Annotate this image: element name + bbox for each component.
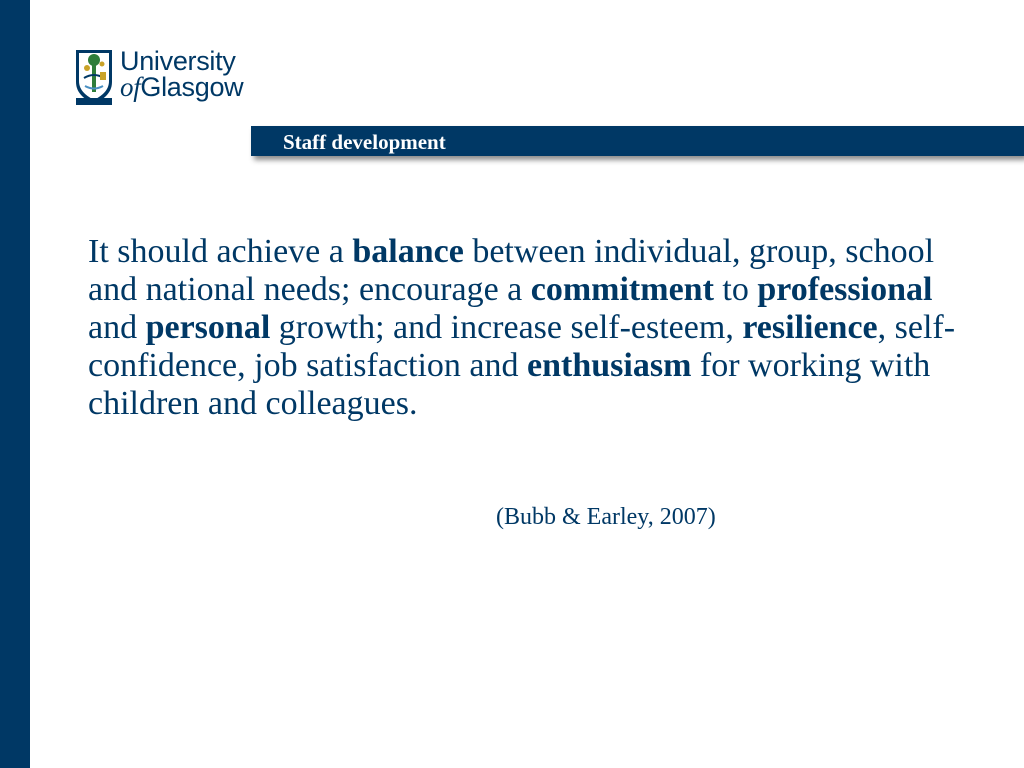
logo-university-text: University bbox=[120, 46, 236, 76]
body-text-segment: between individual, group, school and national needs; encourage a bbox=[88, 233, 935, 308]
logo-of-text: of bbox=[120, 72, 141, 102]
body-text-segment: It should achieve a bbox=[88, 233, 353, 270]
body-emphasis-balance: balance bbox=[352, 233, 464, 270]
logo-glasgow-text: Glasgow bbox=[140, 72, 244, 102]
body-text-segment: and bbox=[88, 309, 146, 346]
body-text-segment: growth; and increase self-esteem, bbox=[270, 309, 743, 346]
university-logo bbox=[74, 48, 254, 108]
university-crest-icon bbox=[74, 48, 114, 106]
body-emphasis-enthusiasm: enthusiasm bbox=[527, 347, 692, 384]
body-emphasis-personal: personal bbox=[145, 309, 271, 346]
slide-title: Staff development bbox=[283, 130, 446, 154]
body-emphasis-professional: professional bbox=[757, 271, 933, 308]
body-text-segment: , self-confidence, job satisfaction and bbox=[88, 309, 956, 384]
body-text-segment: to bbox=[713, 271, 758, 308]
logo-wordmark bbox=[120, 48, 243, 100]
body-paragraph bbox=[88, 233, 988, 423]
citation: (Bubb & Earley, 2007) bbox=[496, 504, 716, 530]
body-text-segment: for working with children and colleagues. bbox=[88, 347, 931, 422]
left-accent-bar bbox=[0, 0, 30, 768]
title-bar bbox=[251, 126, 1024, 156]
body-emphasis-resilience: resilience bbox=[742, 309, 878, 346]
body-emphasis-commitment: commitment bbox=[530, 271, 714, 308]
